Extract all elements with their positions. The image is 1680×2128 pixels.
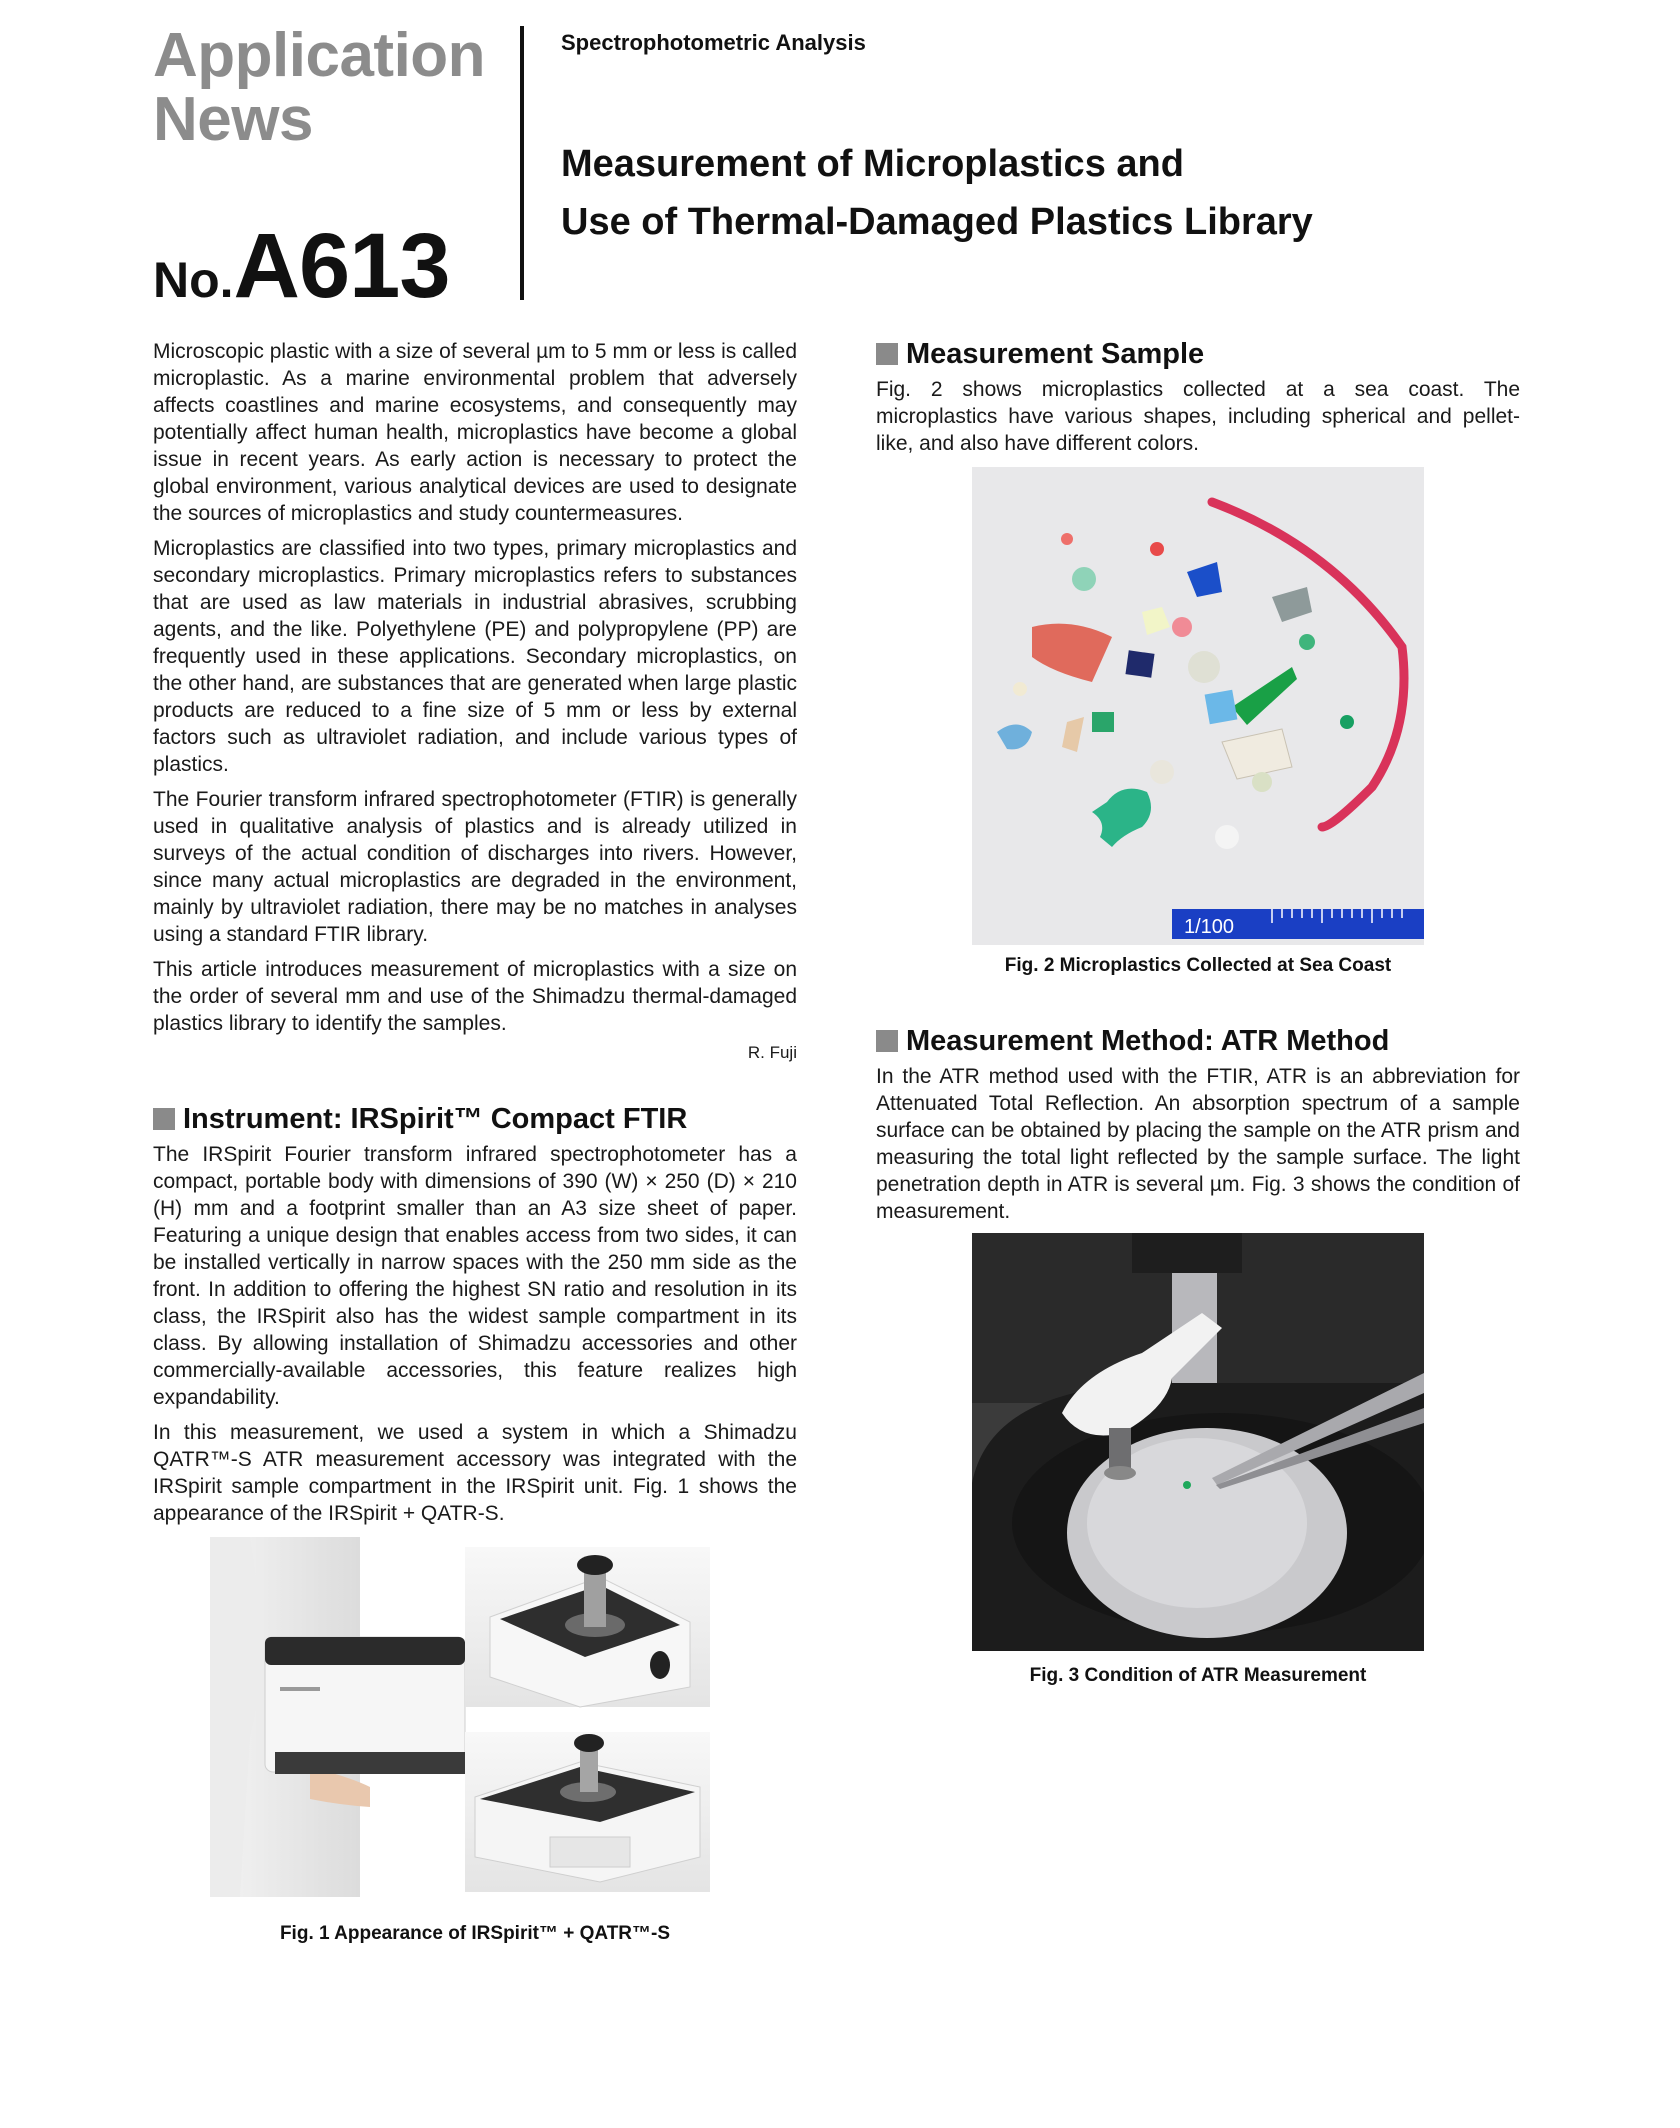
sample-paragraph: Fig. 2 shows microplastics collected at a sea coast. The microplastics have various shapes, including spherical and pellet-like, and also have different colors. (876, 378, 1520, 455)
issue-code: A613 (233, 215, 450, 317)
microplastics-photo-illustration (972, 467, 1424, 945)
sample-heading-text: Measurement Sample (906, 338, 1205, 370)
author: R. Fuji (747, 1043, 797, 1062)
instrument-paragraph-2: In this measurement, we used a system in which a Shimadzu QATR™-S ATR measurement accessory was integrated with the IRSpirit sample compartment in the IRSpirit unit. Fig. 1 shows the appearance of the IRSpirit + QATR-S. (153, 1421, 797, 1525)
figure-1-caption: Fig. 1 Appearance of IRSpirit™ + QATR™-S (279, 1923, 671, 1944)
right-column (876, 336, 1520, 1687)
page-title-line1: Measurement of Microplastics and (561, 143, 1184, 185)
section-marker-icon (876, 1030, 898, 1052)
atr-measurement-photo-illustration (972, 1233, 1424, 1651)
ruler-label: 1/100 (1184, 916, 1235, 938)
irspirit-photo-illustration (210, 1537, 740, 1897)
figure-2-caption: Fig. 2 Microplastics Collected at Sea Coast (1004, 955, 1392, 976)
figure-3-caption: Fig. 3 Condition of ATR Measurement (1029, 1665, 1367, 1686)
section-marker-icon (876, 343, 898, 365)
application-news-line1: Application (153, 21, 486, 90)
method-heading (876, 1023, 1520, 1059)
figure-3-image (972, 1233, 1424, 1651)
sample-heading (876, 336, 1520, 372)
method-paragraph: In the ATR method used with the FTIR, ATR is an abbreviation for Attenuated Total Reflection. An absorption spectrum of a sample surface can be obtained by placing the sample on the ATR prism and measuring the total light reflected by the sample surface. The light penetration depth in ATR is several µm. Fig. 3 shows the condition of measurement. (876, 1065, 1520, 1223)
page-title (561, 135, 1561, 251)
instrument-heading (153, 1101, 797, 1137)
application-news-title (153, 21, 513, 154)
method-heading-text: Measurement Method: ATR Method (906, 1025, 1390, 1057)
page-title-line2: Use of Thermal-Damaged Plastics Library (561, 201, 1313, 243)
issue-prefix: No. (153, 252, 234, 308)
intro-paragraph-2: Microplastics are classified into two types, primary microplastics and secondary microplastics. Primary microplastics refers to substances that are used as law materials in industrial abrasives, scrubbing agents, and the like. Polyethylene (PE) and polypropylene (PP) are frequently used in these applications. Secondary microplastics, on the other hand, are substances that are generated when large plastic products are reduced to a fine size of 5 mm or less by external factors such as ultraviolet radiation, and include various types of plastics. (153, 537, 797, 776)
figure-1-image (210, 1537, 740, 1897)
instrument-heading-text: Instrument: IRSpirit™ Compact FTIR (183, 1103, 688, 1135)
intro-paragraph-3: The Fourier transform infrared spectrophotometer (FTIR) is generally used in qualitative analysis of plastics and is already utilized in surveys of the actual condition of discharges into rivers. However, since many actual microplastics are degraded in the environment, mainly by ultraviolet radiation, there may be no matches in analyses using a standard FTIR library. (153, 788, 797, 946)
intro-paragraph-1: Microscopic plastic with a size of several µm to 5 mm or less is called microplastic. As a marine environmental problem that adversely affects coastlines and marine ecosystems, and consequently may potentially affect human health, microplastics have become a global issue in recent years. As early action is necessary to protect the global environment, various analytical devices are used to designate the sources of microplastics and study countermeasures. (153, 340, 797, 525)
issue-number (153, 214, 449, 319)
section-marker-icon (153, 1108, 175, 1130)
header-divider (520, 26, 524, 300)
intro-paragraph-4: This article introduces measurement of microplastics with a size on the order of several mm and use of the Shimadzu thermal-damaged plastics library to identify the samples. (153, 958, 797, 1035)
category-label: Spectrophotometric Analysis (561, 30, 866, 55)
left-column (153, 338, 797, 1945)
application-news-line2: News (153, 85, 313, 154)
figure-2-image (972, 467, 1424, 945)
instrument-paragraph-1: The IRSpirit Fourier transform infrared spectrophotometer has a compact, portable body with dimensions of 390 (W) × 250 (D) × 210 (H) mm and a footprint smaller than an A3 size sheet of paper. Featuring a unique design that enables access from two sides, it can be installed vertically in narrow spaces with the 250 mm side as the front. In addition to offering the highest SN ratio and resolution in its class, the IRSpirit also has the widest sample compartment in its class. By allowing installation of Shimadzu accessories and other commercially-available accessories, this feature realizes high expandability. (153, 1143, 797, 1409)
